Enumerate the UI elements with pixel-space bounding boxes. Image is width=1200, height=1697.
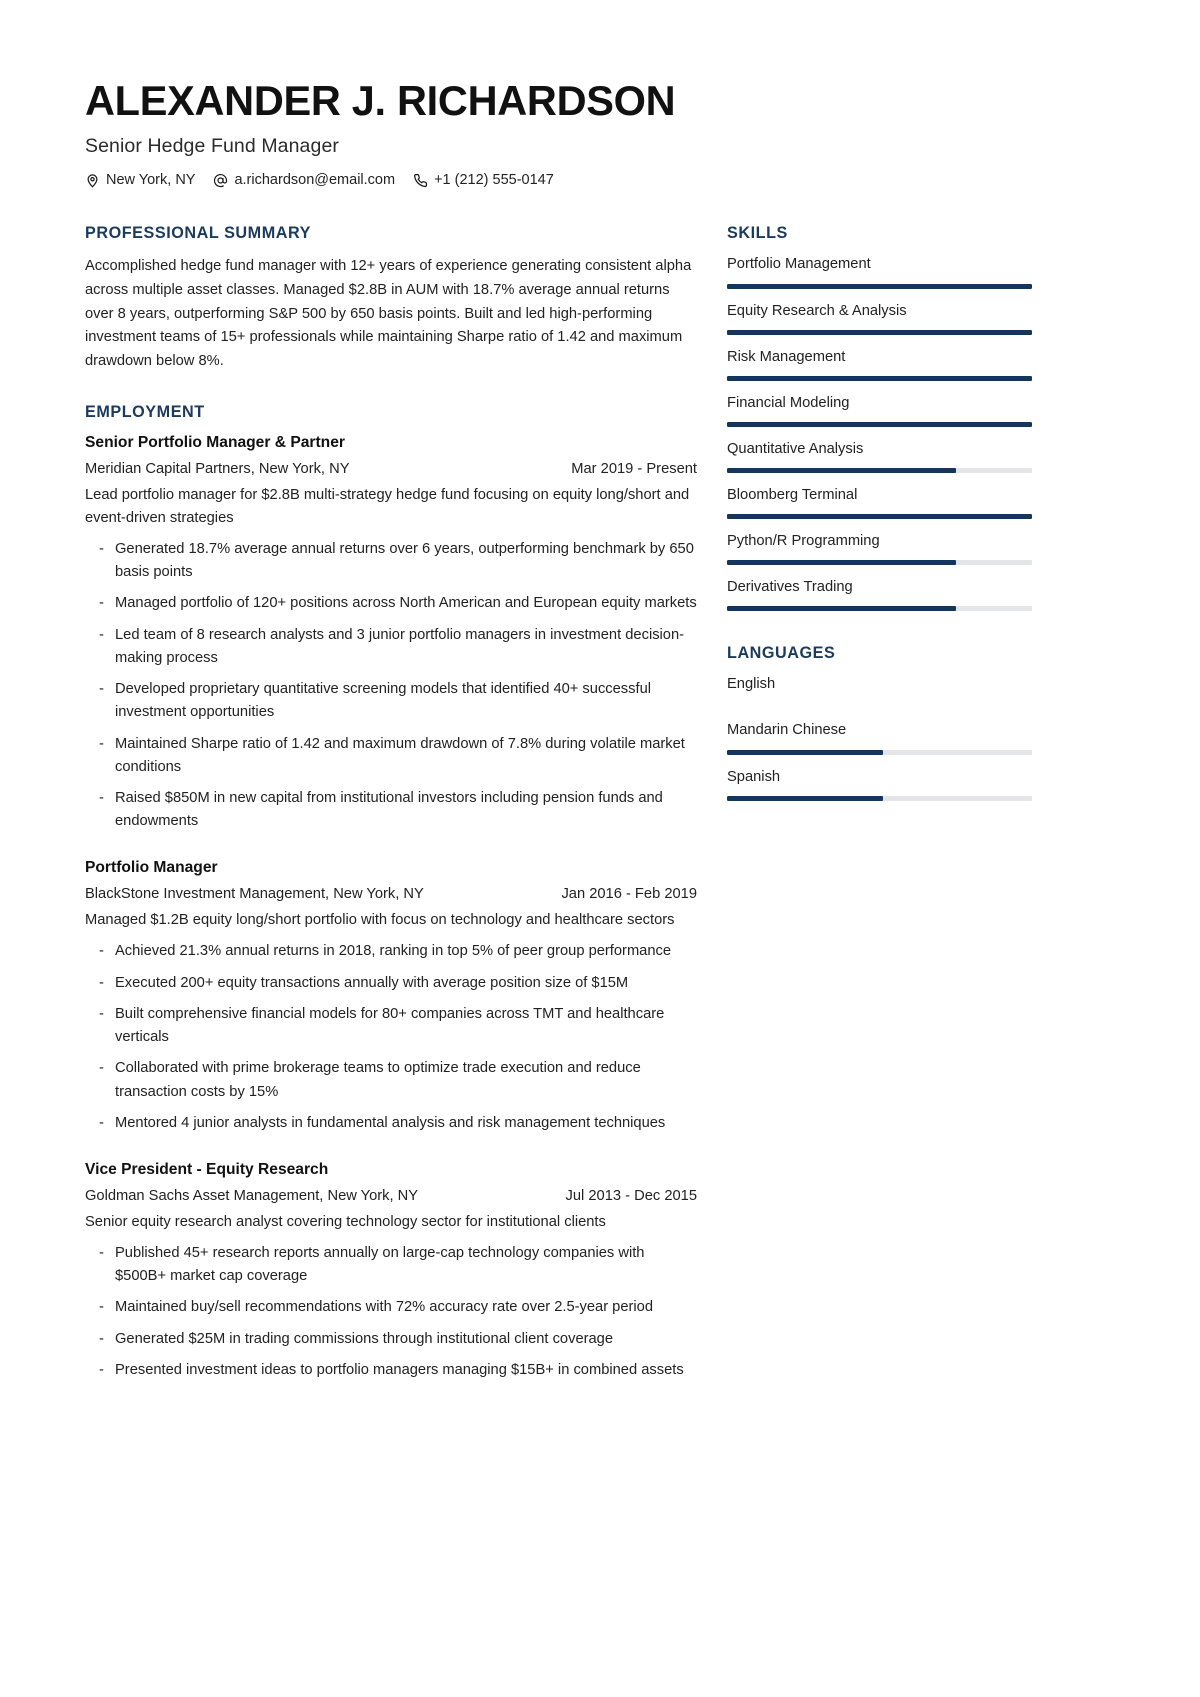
job-bullet: - Published 45+ research reports annually on large-cap technology companies with $500B+ market cap coverage xyxy=(85,1242,697,1288)
job-bullet: - Presented investment ideas to portfolio managers managing $15B+ in combined assets xyxy=(85,1359,697,1382)
location-pin-icon xyxy=(85,173,100,188)
contact-phone-text: +1 (212) 555-0147 xyxy=(434,172,554,189)
language-row xyxy=(727,721,1032,754)
section-languages xyxy=(727,644,1032,800)
skill-level-fill xyxy=(727,422,1032,427)
summary-heading: PROFESSIONAL SUMMARY xyxy=(85,224,311,243)
contact-location xyxy=(85,172,195,188)
skill-level-fill xyxy=(727,560,956,565)
job-company: BlackStone Investment Management, New York, NY xyxy=(85,886,424,903)
section-employment xyxy=(85,403,697,1382)
language-level-bar xyxy=(727,750,1032,755)
job-bullet: - Executed 200+ equity transactions annually with average position size of $15M xyxy=(85,972,697,995)
contact-location-text: New York, NY xyxy=(106,172,196,189)
job-bullet-list xyxy=(85,940,697,1135)
skill-row xyxy=(727,486,1032,519)
employment-heading: EMPLOYMENT xyxy=(85,402,205,421)
job-bullet: - Mentored 4 junior analysts in fundamental analysis and risk management techniques xyxy=(85,1112,697,1135)
language-name: Mandarin Chinese xyxy=(727,722,847,739)
job-bullet: - Managed portfolio of 120+ positions across North American and European equity markets xyxy=(85,592,697,615)
skill-row xyxy=(727,532,1032,565)
skill-name: Risk Management xyxy=(727,348,846,365)
candidate-name: ALEXANDER J. RICHARDSON xyxy=(85,77,676,124)
skill-row xyxy=(727,302,1032,335)
skill-level-bar xyxy=(727,606,1032,611)
skill-level-fill xyxy=(727,514,1032,519)
job-bullet: - Developed proprietary quantitative screening models that identified 40+ successful investment opportunities xyxy=(85,678,697,724)
resume-body xyxy=(85,224,1115,1382)
skill-name: Derivatives Trading xyxy=(727,579,853,596)
language-name: English xyxy=(727,676,776,693)
skill-level-fill xyxy=(727,330,1032,335)
skill-level-bar xyxy=(727,376,1032,381)
skill-row xyxy=(727,394,1032,427)
job-company: Goldman Sachs Asset Management, New York, NY xyxy=(85,1187,419,1204)
language-row xyxy=(727,768,1032,801)
skill-row xyxy=(727,348,1032,381)
sidebar xyxy=(727,224,1032,800)
job-bullet: - Generated 18.7% average annual returns over 6 years, outperforming benchmark by 650 basis points xyxy=(85,538,697,584)
skill-level-bar xyxy=(727,468,1032,473)
main-column xyxy=(85,224,697,1382)
skill-name: Bloomberg Terminal xyxy=(727,487,858,504)
skill-name: Financial Modeling xyxy=(727,394,850,411)
languages-list xyxy=(727,675,1032,800)
job-description: Senior equity research analyst covering technology sector for institutional clients xyxy=(85,1213,606,1230)
skill-level-fill xyxy=(727,468,956,473)
language-row xyxy=(727,675,1032,708)
language-level-fill xyxy=(727,796,883,801)
summary-text: Accomplished hedge fund manager with 12+ years of experience generating consistent alpha across multiple asset classes. Managed $2.8B in AUM with 18.7% average annual returns over 8 years, outperforming S&P 500 by 650 basis points. Built and led high-performing investment teams of 15+ professionals while maintaining Sharpe ratio of 1.42 and maximum drawdown below 8%. xyxy=(85,258,692,370)
skill-name: Quantitative Analysis xyxy=(727,440,864,457)
contact-bar xyxy=(85,172,1115,188)
job-company: Meridian Capital Partners, New York, NY xyxy=(85,460,350,477)
skill-level-fill xyxy=(727,606,956,611)
employment-entry xyxy=(85,1161,697,1382)
job-meta xyxy=(85,1185,697,1208)
skill-row xyxy=(727,255,1032,288)
section-skills xyxy=(727,224,1032,611)
employment-entry xyxy=(85,434,697,834)
skill-level-bar xyxy=(727,422,1032,427)
job-bullet-list xyxy=(85,1242,697,1382)
job-bullet: - Raised $850M in new capital from institutional investors including pension funds and endowments xyxy=(85,787,697,833)
job-dates: Jul 2013 - Dec 2015 xyxy=(565,1187,697,1204)
job-bullet: - Generated $25M in trading commissions through institutional client coverage xyxy=(85,1328,697,1351)
employment-list xyxy=(85,434,697,1382)
candidate-job-title: Senior Hedge Fund Manager xyxy=(85,135,339,158)
skills-heading: SKILLS xyxy=(727,224,788,243)
job-bullet: - Maintained buy/sell recommendations with 72% accuracy rate over 2.5-year period xyxy=(85,1296,697,1319)
contact-email[interactable] xyxy=(213,172,395,188)
job-bullet: - Built comprehensive financial models for 80+ companies across TMT and healthcare verticals xyxy=(85,1003,697,1049)
skill-name: Equity Research & Analysis xyxy=(727,302,907,319)
skill-row xyxy=(727,440,1032,473)
job-bullet: - Collaborated with prime brokerage teams to optimize trade execution and reduce transaction costs by 15% xyxy=(85,1057,697,1103)
job-title: Senior Portfolio Manager & Partner xyxy=(85,433,345,451)
section-professional-summary xyxy=(85,224,697,373)
job-bullet-list xyxy=(85,538,697,833)
phone-icon xyxy=(413,173,428,188)
resume-header xyxy=(85,78,1115,188)
job-bullet: - Maintained Sharpe ratio of 1.42 and maximum drawdown of 7.8% during volatile market conditions xyxy=(85,733,697,779)
job-title: Vice President - Equity Research xyxy=(85,1160,329,1178)
language-level-bar xyxy=(727,796,1032,801)
job-title: Portfolio Manager xyxy=(85,859,218,877)
contact-phone[interactable] xyxy=(413,172,554,188)
job-description: Lead portfolio manager for $2.8B multi-strategy hedge fund focusing on equity long/short and event-driven strategies xyxy=(85,486,690,526)
employment-entry xyxy=(85,859,697,1135)
job-dates: Mar 2019 - Present xyxy=(571,460,697,477)
job-description: Managed $1.2B equity long/short portfolio with focus on technology and healthcare sectors xyxy=(85,912,675,929)
skill-name: Python/R Programming xyxy=(727,533,880,550)
skill-level-bar xyxy=(727,284,1032,289)
skill-level-fill xyxy=(727,376,1032,381)
skill-row xyxy=(727,578,1032,611)
languages-heading: LANGUAGES xyxy=(727,644,836,663)
contact-email-text: a.richardson@email.com xyxy=(234,172,396,189)
at-sign-icon xyxy=(213,173,228,188)
skills-list xyxy=(727,255,1032,611)
job-bullet: - Led team of 8 research analysts and 3 junior portfolio managers in investment decision-making process xyxy=(85,624,697,670)
skill-level-fill xyxy=(727,284,1032,289)
job-dates: Jan 2016 - Feb 2019 xyxy=(561,886,697,903)
skill-level-bar xyxy=(727,514,1032,519)
job-meta xyxy=(85,883,697,906)
skill-level-bar xyxy=(727,560,1032,565)
skill-level-bar xyxy=(727,330,1032,335)
job-meta xyxy=(85,458,697,481)
language-level-fill xyxy=(727,750,883,755)
job-bullet: - Achieved 21.3% annual returns in 2018, ranking in top 5% of peer group performance xyxy=(85,940,697,963)
skill-name: Portfolio Management xyxy=(727,256,871,273)
language-name: Spanish xyxy=(727,768,781,785)
